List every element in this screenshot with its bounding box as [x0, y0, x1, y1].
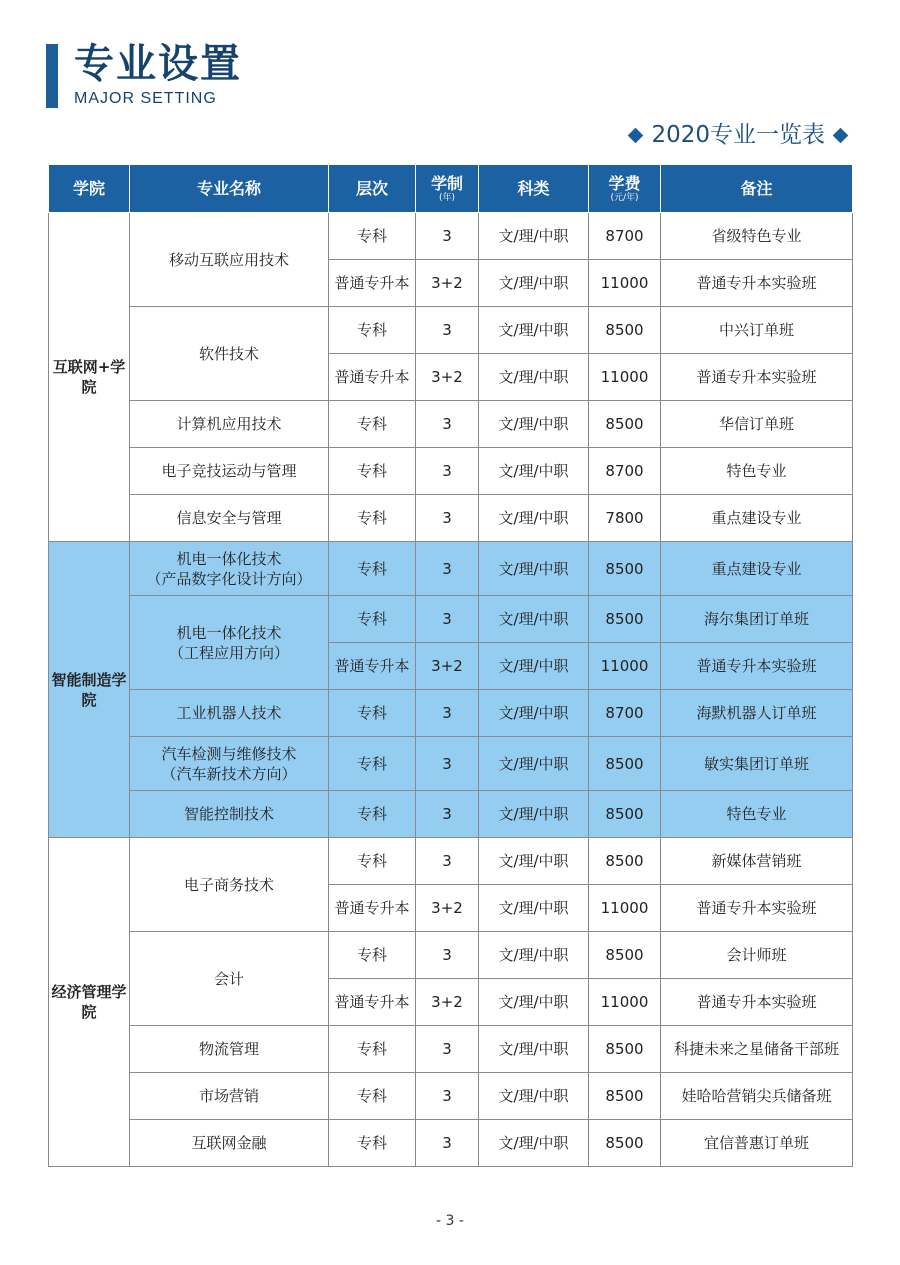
tuition-cell: 8500	[589, 596, 661, 643]
level-cell: 专科	[329, 401, 416, 448]
level-cell: 专科	[329, 690, 416, 737]
table-row	[49, 307, 853, 354]
subject-cell: 文/理/中职	[479, 932, 589, 979]
level-cell: 普通专升本	[329, 643, 416, 690]
duration-cell: 3	[416, 791, 479, 838]
level-cell: 专科	[329, 1026, 416, 1073]
note-cell: 海尔集团订单班	[661, 596, 853, 643]
major-direction: （产品数字化设计方向）	[146, 569, 312, 588]
level-cell: 普通专升本	[329, 354, 416, 401]
tuition-cell: 11000	[589, 354, 661, 401]
table-row	[49, 838, 853, 885]
note-cell: 敏实集团订单班	[661, 737, 853, 791]
major-cell: 会计	[130, 932, 329, 1026]
college-cell: 智能制造学院	[49, 542, 130, 838]
major-name: 机电一体化技术	[176, 549, 282, 568]
subject-cell: 文/理/中职	[479, 448, 589, 495]
note-cell: 海默机器人订单班	[661, 690, 853, 737]
col-header-duration-unit: (年)	[438, 192, 456, 203]
level-cell: 专科	[329, 213, 416, 260]
level-cell: 专科	[329, 596, 416, 643]
table-row	[49, 596, 853, 643]
tuition-cell: 8500	[589, 1026, 661, 1073]
note-cell: 重点建设专业	[661, 542, 853, 596]
major-cell: 智能控制技术	[130, 791, 329, 838]
note-cell: 普通专升本实验班	[661, 979, 853, 1026]
duration-cell: 3	[416, 932, 479, 979]
major-cell: 软件技术	[130, 307, 329, 401]
level-cell: 普通专升本	[329, 885, 416, 932]
table-row	[49, 448, 853, 495]
col-header-duration-label: 学制	[430, 173, 463, 193]
level-cell: 专科	[329, 791, 416, 838]
subject-cell: 文/理/中职	[479, 1120, 589, 1167]
level-cell: 普通专升本	[329, 979, 416, 1026]
subject-cell: 文/理/中职	[479, 1026, 589, 1073]
tuition-cell: 7800	[589, 495, 661, 542]
major-name: 机电一体化技术	[176, 623, 282, 642]
duration-cell: 3	[416, 213, 479, 260]
duration-cell: 3	[416, 838, 479, 885]
duration-cell: 3	[416, 401, 479, 448]
duration-cell: 3+2	[416, 260, 479, 307]
level-cell: 专科	[329, 495, 416, 542]
note-cell: 会计师班	[661, 932, 853, 979]
level-cell: 专科	[329, 737, 416, 791]
subject-cell: 文/理/中职	[479, 401, 589, 448]
note-cell: 普通专升本实验班	[661, 643, 853, 690]
table-heading-text: 2020专业一览表	[651, 122, 825, 148]
major-cell: 互联网金融	[130, 1120, 329, 1167]
subject-cell: 文/理/中职	[479, 596, 589, 643]
title-accent-bar	[46, 44, 58, 108]
subject-cell: 文/理/中职	[479, 542, 589, 596]
table-row	[49, 542, 853, 596]
table-row	[49, 1026, 853, 1073]
tuition-cell: 11000	[589, 643, 661, 690]
duration-cell: 3	[416, 1120, 479, 1167]
table-row	[49, 791, 853, 838]
major-cell: 电子商务技术	[130, 838, 329, 932]
subject-cell: 文/理/中职	[479, 791, 589, 838]
college-section	[49, 213, 853, 542]
page-title-english: MAJOR SETTING	[74, 90, 217, 107]
subject-cell: 文/理/中职	[479, 643, 589, 690]
col-header-tuition	[589, 165, 661, 213]
col-header-major: 专业名称	[130, 165, 329, 213]
major-cell: 移动互联应用技术	[130, 213, 329, 307]
major-cell	[130, 596, 329, 690]
tuition-cell: 8500	[589, 791, 661, 838]
note-cell: 普通专升本实验班	[661, 354, 853, 401]
major-cell	[130, 542, 329, 596]
subject-cell: 文/理/中职	[479, 690, 589, 737]
duration-cell: 3	[416, 690, 479, 737]
level-cell: 专科	[329, 1073, 416, 1120]
duration-cell: 3+2	[416, 885, 479, 932]
subject-cell: 文/理/中职	[479, 737, 589, 791]
table-row	[49, 737, 853, 791]
page-title: 专业设置	[74, 41, 242, 87]
duration-cell: 3+2	[416, 643, 479, 690]
college-cell: 互联网+学院	[49, 213, 130, 542]
subject-cell: 文/理/中职	[479, 885, 589, 932]
table-row	[49, 401, 853, 448]
tuition-cell: 8500	[589, 1073, 661, 1120]
duration-cell: 3+2	[416, 979, 479, 1026]
major-name: 汽车检测与维修技术	[161, 744, 297, 763]
table-row	[49, 213, 853, 260]
tuition-cell: 8700	[589, 448, 661, 495]
col-header-note: 备注	[661, 165, 853, 213]
college-cell: 经济管理学院	[49, 838, 130, 1167]
tuition-cell: 8700	[589, 213, 661, 260]
major-cell	[130, 737, 329, 791]
note-cell: 中兴订单班	[661, 307, 853, 354]
note-cell: 特色专业	[661, 791, 853, 838]
major-direction: （工程应用方向）	[168, 643, 289, 662]
duration-cell: 3+2	[416, 354, 479, 401]
note-cell: 普通专升本实验班	[661, 260, 853, 307]
note-cell: 华信订单班	[661, 401, 853, 448]
duration-cell: 3	[416, 596, 479, 643]
tuition-cell: 8500	[589, 932, 661, 979]
duration-cell: 3	[416, 542, 479, 596]
note-cell: 宜信普惠订单班	[661, 1120, 853, 1167]
major-cell: 物流管理	[130, 1026, 329, 1073]
tuition-cell: 8500	[589, 838, 661, 885]
table-row	[49, 1120, 853, 1167]
diamond-icon	[628, 127, 644, 143]
tuition-cell: 8500	[589, 737, 661, 791]
duration-cell: 3	[416, 737, 479, 791]
tuition-cell: 11000	[589, 260, 661, 307]
note-cell: 娃哈哈营销尖兵储备班	[661, 1073, 853, 1120]
tuition-cell: 11000	[589, 885, 661, 932]
tuition-cell: 8700	[589, 690, 661, 737]
subject-cell: 文/理/中职	[479, 838, 589, 885]
note-cell: 省级特色专业	[661, 213, 853, 260]
level-cell: 普通专升本	[329, 260, 416, 307]
col-header-duration	[416, 165, 479, 213]
page-number: - 3 -	[436, 1213, 464, 1229]
level-cell: 专科	[329, 838, 416, 885]
col-header-subject: 科类	[479, 165, 589, 213]
subject-cell: 文/理/中职	[479, 979, 589, 1026]
note-cell: 普通专升本实验班	[661, 885, 853, 932]
major-cell: 计算机应用技术	[130, 401, 329, 448]
level-cell: 专科	[329, 932, 416, 979]
major-cell: 工业机器人技术	[130, 690, 329, 737]
note-cell: 特色专业	[661, 448, 853, 495]
subject-cell: 文/理/中职	[479, 260, 589, 307]
level-cell: 专科	[329, 542, 416, 596]
college-section	[49, 838, 853, 1167]
col-header-tuition-unit: (元/年)	[610, 192, 639, 203]
tuition-cell: 8500	[589, 542, 661, 596]
col-header-level: 层次	[329, 165, 416, 213]
duration-cell: 3	[416, 495, 479, 542]
major-direction: （汽车新技术方向）	[161, 764, 297, 783]
col-header-tuition-label: 学费	[608, 173, 641, 193]
duration-cell: 3	[416, 1073, 479, 1120]
subject-cell: 文/理/中职	[479, 495, 589, 542]
tuition-cell: 11000	[589, 979, 661, 1026]
table-row	[49, 495, 853, 542]
tuition-cell: 8500	[589, 401, 661, 448]
subject-cell: 文/理/中职	[479, 307, 589, 354]
duration-cell: 3	[416, 1026, 479, 1073]
major-cell: 市场营销	[130, 1073, 329, 1120]
diamond-icon	[833, 127, 849, 143]
major-cell: 电子竞技运动与管理	[130, 448, 329, 495]
college-section	[49, 542, 853, 838]
table-row	[49, 1073, 853, 1120]
majors-table	[48, 164, 853, 1167]
table-heading	[630, 118, 846, 152]
col-header-college: 学院	[49, 165, 130, 213]
duration-cell: 3	[416, 307, 479, 354]
note-cell: 新媒体营销班	[661, 838, 853, 885]
tuition-cell: 8500	[589, 307, 661, 354]
note-cell: 重点建设专业	[661, 495, 853, 542]
note-cell: 科捷未来之星储备干部班	[661, 1026, 853, 1073]
major-cell: 信息安全与管理	[130, 495, 329, 542]
tuition-cell: 8500	[589, 1120, 661, 1167]
table-row	[49, 690, 853, 737]
level-cell: 专科	[329, 448, 416, 495]
subject-cell: 文/理/中职	[479, 1073, 589, 1120]
table-row	[49, 932, 853, 979]
duration-cell: 3	[416, 448, 479, 495]
level-cell: 专科	[329, 307, 416, 354]
subject-cell: 文/理/中职	[479, 354, 589, 401]
level-cell: 专科	[329, 1120, 416, 1167]
subject-cell: 文/理/中职	[479, 213, 589, 260]
